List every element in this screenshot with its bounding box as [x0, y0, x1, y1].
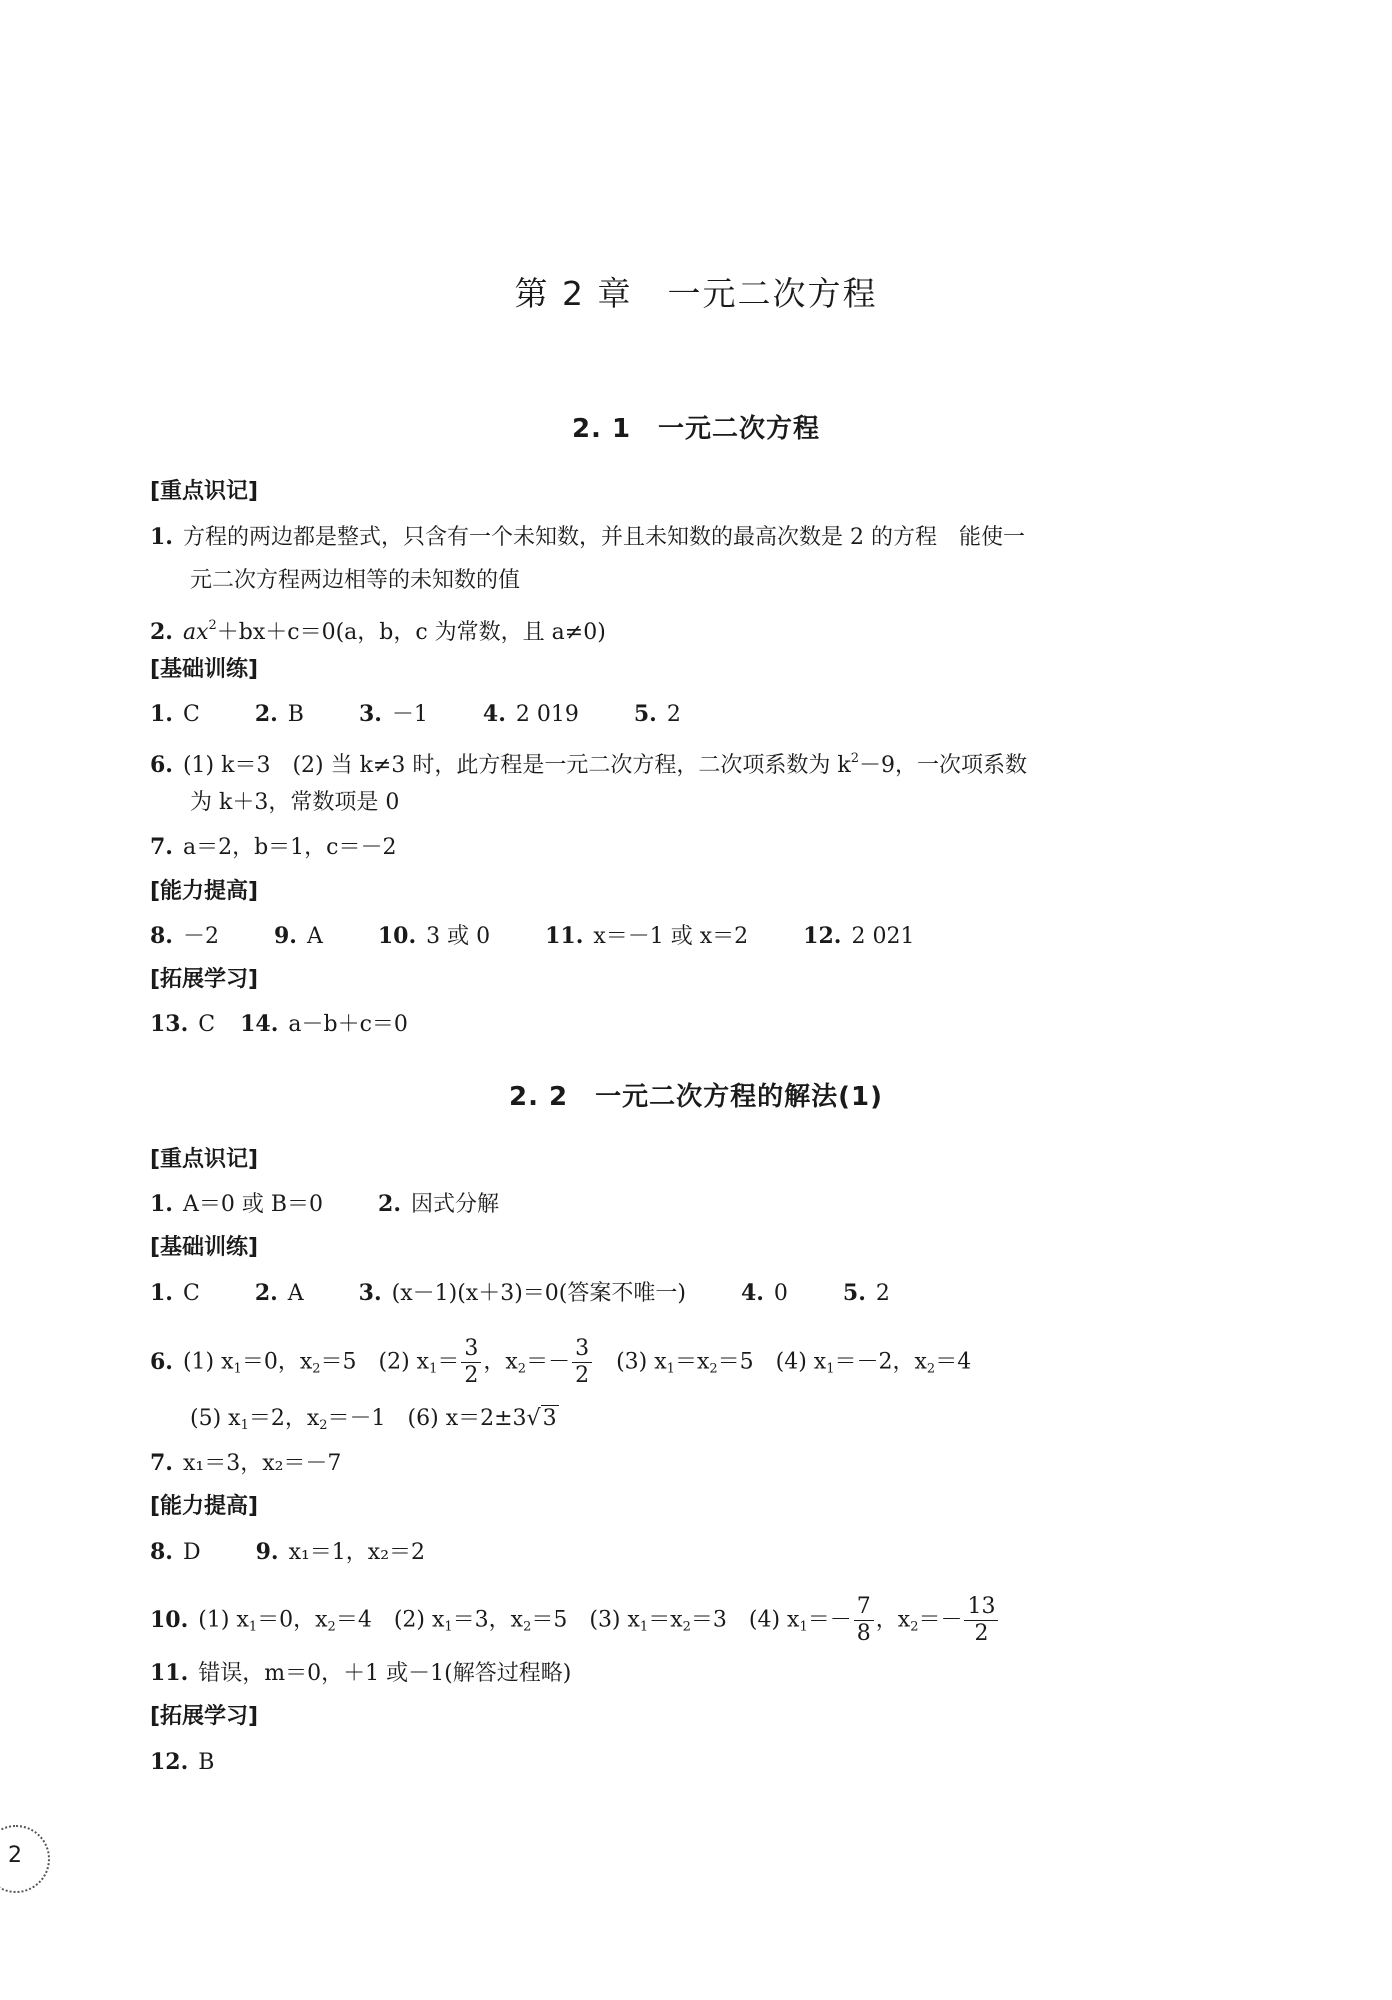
answer-line: (5) $x_1=2$，$x_2=-1$ (6) x＝2±3√3: [190, 1406, 557, 1433]
label-ability-improvement: [能力提高]: [150, 879, 259, 904]
section-title-2-2: 2. 2 一元二次方程的解法(1): [509, 1082, 883, 1112]
answer-line: 1. A＝0 或 B＝0 2. 因式分解: [150, 1191, 499, 1217]
answer-line: 8. －2 9. A 10. 3 或 0 11. x＝－1 或 x＝2 12. 2 021: [150, 923, 915, 949]
section-title-2-1: 2. 1 一元二次方程: [571, 414, 821, 444]
answer-line: 13. C 14. a－b＋c＝0: [150, 1011, 408, 1037]
label-key-points: [重点识记]: [150, 479, 259, 504]
label-extended-learning: [拓展学习]: [150, 1704, 259, 1729]
answer-line: 8. D 9. x₁＝1，x₂＝2: [150, 1539, 426, 1565]
label-basic-training: [基础训练]: [150, 1235, 259, 1260]
answer-line: 6. (1) k＝3 (2) 当 k≠3 时，此方程是一元二次方程，二次项系数为 $k^2-9$，一次项系数: [150, 751, 1027, 778]
answer-line: 10. (1) $x_1=0$，$x_2=4$ (2) $x_1=3$，$x_2=5$ (3) $x_1=x_2=3$ (4) $x_1=-$ $\frac{7}{8}$ ，$x_2=-$ $\frac{13}{2}$: [150, 1594, 1000, 1647]
answer-line: 1. C 2. B 3. －1 4. 2 019 5. 2: [150, 701, 681, 727]
label-basic-training: [基础训练]: [150, 657, 259, 682]
answer-line: 2. $ax^2+bx+c=0(a$，b，c 为常数，且 a≠0): [150, 618, 606, 645]
label-extended-learning: [拓展学习]: [150, 967, 259, 992]
answer-line: 7. x₁＝3，x₂＝－7: [150, 1450, 342, 1476]
answer-line: 1. C 2. A 3. (x－1)(x＋3)＝0(答案不唯一) 4. 0 5. 2: [150, 1280, 890, 1306]
label-ability-improvement: [能力提高]: [150, 1494, 259, 1519]
answer-line: 11. 错误，m＝0，＋1 或－1(解答过程略): [150, 1660, 572, 1686]
label-key-points: [重点识记]: [150, 1147, 259, 1172]
page-number: 2: [8, 1843, 22, 1868]
chapter-title: 第 2 章 一元二次方程: [514, 274, 878, 313]
answer-line: 元二次方程两边相等的未知数的值: [190, 568, 521, 593]
answer-line: 6. (1) $x_1=0$，$x_2=5$ (2) $x_1=$ $\frac{3}{2}$ ，$x_2=-$ $\frac{3}{2}$ (3) $x_1=x_2=5$ (4) $x_1=-2$，$x_2=4$: [150, 1336, 972, 1388]
answer-line: 12. B: [150, 1749, 215, 1775]
answer-line: 7. a＝2，b＝1，c＝－2: [150, 834, 397, 860]
answer-line: 为 k＋3，常数项是 0: [190, 790, 400, 815]
answer-line: 1. 方程的两边都是整式，只含有一个未知数，并且未知数的最高次数是 2 的方程 能使一: [150, 524, 1025, 550]
